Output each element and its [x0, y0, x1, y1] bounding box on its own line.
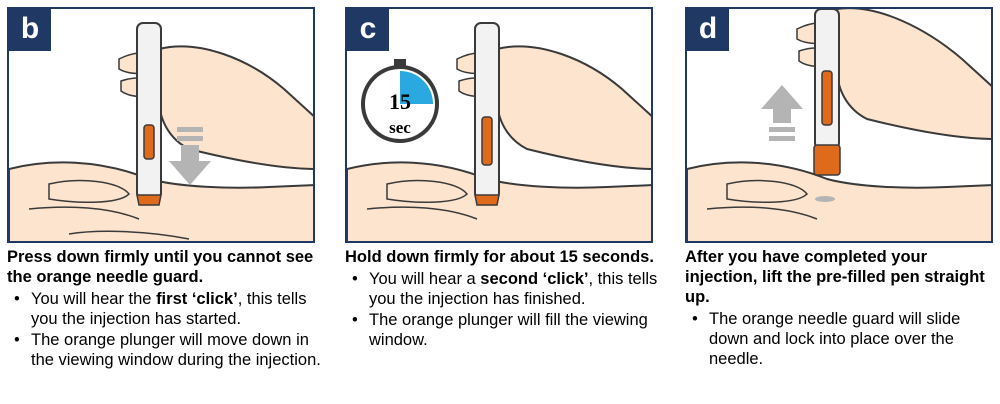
caption-c-bullets	[345, 269, 671, 350]
illustration-panel-c	[345, 7, 653, 243]
list-item: • The orange plunger will fill the viewing window.	[369, 310, 671, 350]
hold-down-illustration	[347, 9, 653, 243]
illustration-panel-d	[685, 7, 993, 243]
caption-c	[345, 247, 671, 351]
illustration-panel-b	[7, 7, 315, 243]
caption-c-heading: Hold down firmly for about 15 seconds.	[345, 248, 654, 266]
lift-pen-illustration	[687, 9, 993, 243]
stopwatch-number: 15	[389, 89, 411, 114]
caption-b	[7, 247, 333, 371]
list-item: • You will hear a second ‘click’, this tells you the injection has finished.	[369, 269, 671, 309]
caption-d-heading: After you have completed your injection, lift the pre-filled pen straight up.	[685, 248, 985, 306]
caption-d-bullets	[685, 309, 995, 369]
caption-b-bullets	[7, 289, 333, 370]
stopwatch-unit: sec	[389, 118, 411, 137]
list-item: • You will hear the first ‘click’, this tells you the injection has started.	[31, 289, 333, 329]
press-down-illustration	[9, 9, 315, 243]
caption-b-heading: Press down firmly until you cannot see the orange needle guard.	[7, 248, 314, 286]
list-item: • The orange plunger will move down in the viewing window during the injection.	[31, 330, 333, 370]
caption-d	[685, 247, 995, 370]
list-item: • The orange needle guard will slide down and lock into place over the needle.	[709, 309, 995, 369]
stopwatch-icon	[363, 59, 437, 141]
step-tag-b: b	[9, 9, 51, 51]
step-tag-c: c	[347, 9, 389, 51]
step-tag-d: d	[687, 9, 729, 51]
